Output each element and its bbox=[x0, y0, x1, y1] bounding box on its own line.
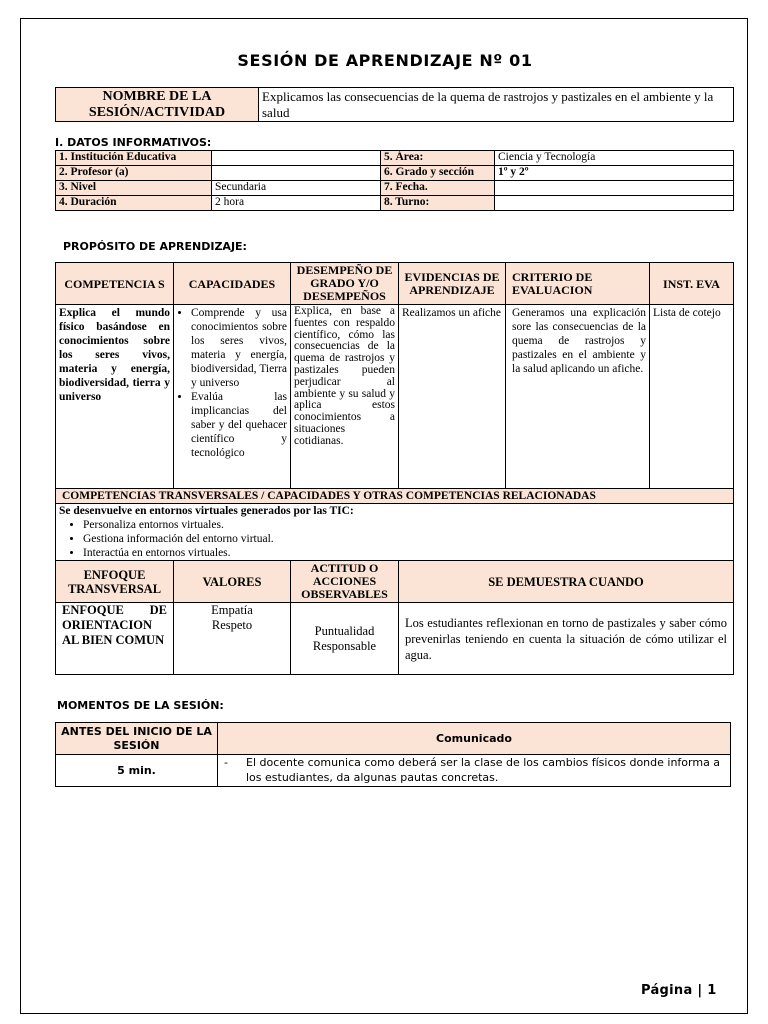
datos-label: 4. Duración bbox=[56, 196, 212, 211]
enfoque-name-cell: ENFOQUE DE ORIENTACION AL BIEN COMUN bbox=[56, 603, 174, 675]
header-desempeno: DESEMPEÑO DE GRADO Y/O DESEMPEÑOS bbox=[291, 263, 399, 305]
header-comunicado: Comunicado bbox=[218, 723, 731, 755]
actitud-item: Responsable bbox=[312, 638, 377, 653]
transversales-subheading: Se desenvuelve en entornos virtuales generados por las TIC: bbox=[59, 505, 354, 517]
datos-value bbox=[495, 196, 734, 211]
header-se-demuestra: SE DEMUESTRA CUANDO bbox=[399, 561, 734, 603]
comunicado-text: El docente comunica como deberá ser la clase de los cambios físicos donde informa a los estudiantes, da algunas pautas concretas. bbox=[246, 756, 721, 784]
valor-item: Empatía bbox=[211, 603, 253, 617]
datos-value: 2 hora bbox=[212, 196, 381, 211]
header-evidencias: EVIDENCIAS DE APRENDIZAJE bbox=[399, 263, 506, 305]
desempeno-cell: Explica, en base a fuentes con respaldo científico, cómo las consecuencias de la quema de rastrojos y pastizales pueden perjudicar al ambiente y su salud y aplica estos conocimientos a situaciones cotidianas. bbox=[291, 305, 399, 489]
header-actitud: ACTITUD O ACCIONES OBSERVABLES bbox=[291, 561, 399, 603]
header-capacidades: CAPACIDADES bbox=[174, 263, 291, 305]
list-item: • Personaliza entornos virtuales. bbox=[83, 518, 730, 532]
datos-value: Ciencia y Tecnología bbox=[495, 151, 734, 166]
datos-label: 1. Institución Educativa bbox=[56, 151, 212, 166]
instrumento-cell: Lista de cotejo bbox=[650, 305, 734, 489]
page-title: SESIÓN DE APRENDIZAJE Nº 01 bbox=[237, 51, 533, 70]
list-item: • Gestiona información del entorno virtual. bbox=[83, 532, 730, 546]
header-enfoque: ENFOQUE TRANSVERSAL bbox=[56, 561, 174, 603]
list-item bbox=[224, 755, 727, 785]
datos-label: 5. Área: bbox=[381, 151, 495, 166]
actitudes-cell bbox=[291, 603, 399, 675]
transversales-heading: COMPETENCIAS TRANSVERSALES / CAPACIDADES Y OTRAS COMPETENCIAS RELACIONADAS bbox=[56, 489, 734, 504]
datos-table bbox=[55, 150, 734, 211]
proposito-table bbox=[55, 262, 734, 675]
datos-label: 2. Profesor (a) bbox=[56, 166, 212, 181]
dash-bullet: - bbox=[224, 756, 228, 769]
list-item: • Evalúa las implicancias del saber y del quehacer científico y tecnológico bbox=[191, 390, 287, 460]
datos-value bbox=[495, 181, 734, 196]
header-criterio: CRITERIO DE EVALUACION bbox=[506, 263, 650, 305]
valor-item: Respeto bbox=[211, 618, 253, 632]
header-valores: VALORES bbox=[174, 561, 291, 603]
datos-value bbox=[212, 166, 381, 181]
proposito-heading: PROPÓSITO DE APRENDIZAJE: bbox=[63, 240, 247, 253]
session-name-value: Explicamos las consecuencias de la quema de rastrojos y pastizales en el ambiente y la salud bbox=[259, 88, 734, 122]
datos-value: Secundaria bbox=[212, 181, 381, 196]
datos-value: 1º y 2º bbox=[495, 166, 734, 181]
list-item: • Comprende y usa conocimientos sobre los seres vivos, materia y energía, biodiversidad, Tierra y universo bbox=[191, 306, 287, 390]
page-number: Página | 1 bbox=[641, 983, 717, 998]
momentos-table bbox=[55, 722, 731, 787]
document-page bbox=[20, 18, 748, 1014]
list-item: • Interactúa en entornos virtuales. bbox=[83, 546, 730, 560]
capacidades-list bbox=[177, 306, 287, 460]
se-demuestra-cell: Los estudiantes reflexionan en torno de pastizales y saber cómo prevenirlas teniendo en cuenta la situación de cómo utilizar el agua. bbox=[399, 603, 734, 675]
header-competencias: COMPETENCIA S bbox=[56, 263, 174, 305]
datos-heading: I. DATOS INFORMATIVOS: bbox=[55, 136, 212, 149]
comunicado-cell bbox=[218, 755, 731, 787]
datos-value bbox=[212, 151, 381, 166]
datos-label: 7. Fecha. bbox=[381, 181, 495, 196]
transversales-list bbox=[59, 518, 730, 560]
valores-cell bbox=[174, 603, 291, 675]
session-name-label: NOMBRE DE LA SESIÓN/ACTIVIDAD bbox=[56, 88, 259, 122]
criterio-cell: Generamos una explicación sore las consecuencias de la quema de rastrojos y pastizales en el ambiente y la salud aplicando un afiche. bbox=[506, 305, 650, 489]
evidencias-cell: Realizamos un afiche bbox=[399, 305, 506, 489]
transversales-cell bbox=[56, 504, 734, 561]
momentos-heading: MOMENTOS DE LA SESIÓN: bbox=[57, 699, 224, 712]
datos-label: 6. Grado y sección bbox=[381, 166, 495, 181]
actitud-item: Puntualidad bbox=[314, 623, 375, 638]
datos-label: 8. Turno: bbox=[381, 196, 495, 211]
session-name-table bbox=[55, 87, 734, 122]
datos-label: 3. Nivel bbox=[56, 181, 212, 196]
competencia-cell: Explica el mundo físico basándose en conocimientos sobre los seres vivos, materia y energía, biodiversidad, tierra y universo bbox=[56, 305, 174, 489]
header-inst-eva: INST. EVA bbox=[650, 263, 734, 305]
capacidades-cell bbox=[174, 305, 291, 489]
time-cell: 5 min. bbox=[56, 755, 218, 787]
header-antes: ANTES DEL INICIO DE LA SESIÓN bbox=[56, 723, 218, 755]
